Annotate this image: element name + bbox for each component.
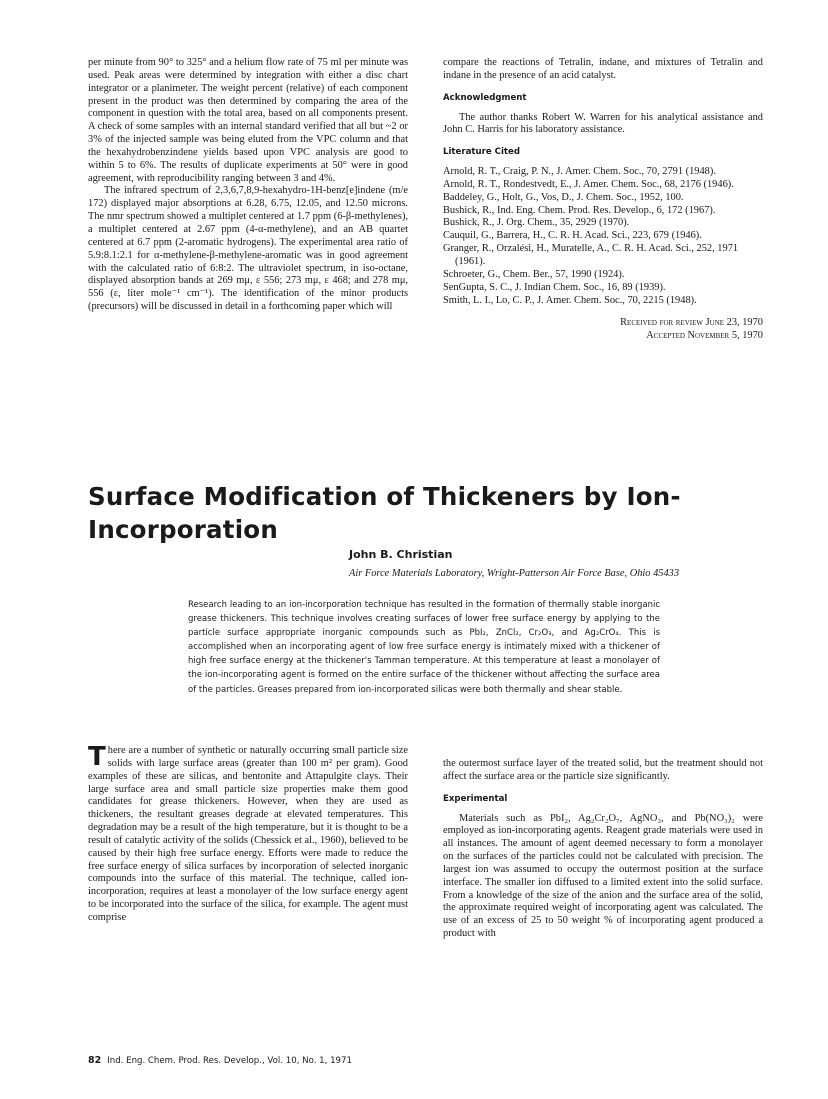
drop-cap: T xyxy=(88,742,106,772)
paragraph: compare the reactions of Tetralin, indane, and mixtures of Tetralin and indane in the presence of an acid catalyst. xyxy=(443,57,763,81)
dates-block xyxy=(443,317,763,342)
article-title: Surface Modification of Thickeners by Ion-Incorporation xyxy=(88,482,681,544)
reference-item: Baddeley, G., Holt, G., Vos, D., J. Chem. Soc., 1952, 100. xyxy=(443,191,684,203)
received-date: Received for review June 23, 1970 xyxy=(620,317,763,329)
reference-item: Bushick, R., J. Org. Chem., 35, 2929 (1970). xyxy=(443,217,630,229)
paragraph: the outermost surface layer of the treated solid, but the treatment should not affect the surface area or the particle size significantly. xyxy=(443,758,763,782)
top-right-column xyxy=(443,57,763,342)
top-left-column xyxy=(88,57,408,314)
reference-item: Arnold, R. T., Craig, P. N., J. Amer. Chem. Soc., 70, 2791 (1948). xyxy=(443,166,716,178)
body-right-column xyxy=(443,758,763,941)
accepted-date: Accepted November 5, 1970 xyxy=(646,329,763,341)
page-footer xyxy=(88,1055,352,1066)
reference-item: Schroeter, G., Chem. Ber., 57, 1990 (1924). xyxy=(443,268,625,280)
experimental-text: Materials such as PbI₂, Ag₂Cr₂O₇, AgNO₃, and Pb(NO₃)₂ were employed as ion-incorporating agents. Reagent grade materials were used in all instances. The amount of agent deemed necessary to form a monolayer on the surfaces of the particles could not be calculated with precision. The largest ion was assumed to occupy the outermost position at the surface interface. The smaller ion diffused to a limited extent into the solid surface. From a knowledge of the size of the anion and the surface area of the solid, the approximate required weight of incorporating agent was calculated. The use of an excess of 25 to 50 weight % of incorporating agent produced a product with xyxy=(443,812,763,940)
abstract: Research leading to an ion-incorporation technique has resulted in the formation of thermally stable inorganic grease thickeners. This technique involves creating surfaces of lower free surface energy by applying to the particle surface appropriate inorganic compounds such as PbI₂, ZnCl₂, Cr₂O₃, and Ag₂CrO₄. This is accomplished when an incorporating agent of low free surface energy is intimately mixed with a thickener of high free surface energy at the thickener's Tamman temperature. At this temperature at least a monolayer of the ion-incorporating agent is formed on the entire surface of the thickener without affecting the surface area of the particles. Greases prepared from ion-incorporated silicas were both thermally and shear stable. xyxy=(188,600,660,695)
experimental-heading: Experimental xyxy=(443,793,508,804)
reference-item: Bushick, R., Ind. Eng. Chem. Prod. Res. Develop., 6, 172 (1967). xyxy=(443,204,716,216)
reference-list xyxy=(443,166,763,307)
literature-heading: Literature Cited xyxy=(443,147,521,158)
reference-item: Smith, L. I., Lo, C. P., J. Amer. Chem. Soc., 70, 2215 (1948). xyxy=(443,294,697,306)
acknowledgment-heading: Acknowledgment xyxy=(443,92,527,103)
body-left-column xyxy=(88,742,408,925)
reference-item: Arnold, R. T., Rondestvedt, E., J. Amer. Chem. Soc., 68, 2176 (1946). xyxy=(443,178,734,190)
paragraph: per minute from 90° to 325° and a helium flow rate of 75 ml per minute was used. Peak areas were determined by integration with either a disc chart integrator or a planimeter. The weight percent (relative) of each component present in the product was then determined by comparing the area of the component in question with the total area, based on all components present. A check of some samples with an internal standard verified that all but ~2 or 3% of the injected sample was being eluted from the VPC column and that the hexahydrobenzindene yields based upon VPC analysis are good to within 5 to 6%. The results of duplicate experiments at 50° were in good agreement, with reproducibility ranging between 3 and 4%. xyxy=(88,57,408,184)
reference-item: Granger, R., Orzalési, H., Muratelle, A., C. R. H. Acad. Sci., 252, 1971 (1961). xyxy=(443,243,739,267)
paragraph: The infrared spectrum of 2,3,6,7,8,9-hexahydro-1H-benz[e]indene (m/e 172) displayed major absorptions at 6.28, 6.75, 12.05, and 12.50 microns. The nmr spectrum showed a multiplet centered at 1.7 ppm (6-β-methylenes), a multiplet centered at 2.67 ppm (4-α-methylene), and an AB quartet centered at 6.7 ppm (2-aromatic hydrogens). The experimental area ratio of 5.9:8.1:2.1 for α-methylene-β-methylene-aromatic was in good agreement with the calculated ratio of 6:8:2. The ultraviolet spectrum, in iso-octane, displayed absorption bands at 269 mμ, ε 556; 273 mμ, ε 468; and 278 mμ, 556 (ε, liter mole⁻¹ cm⁻¹). The identification of the minor products (precursors) will be discussed in detail in a forthcoming paper which will xyxy=(88,185,408,313)
acknowledgment-text: The author thanks Robert W. Warren for his analytical assistance and John C. Harris for his laboratory assistance. xyxy=(443,111,763,136)
page-number: 82 xyxy=(88,1055,102,1066)
intro-text: here are a number of synthetic or naturally occurring small particle size solids with large surface areas (greater than 100 m² per gram). Good examples of these are silicas, and bentonite and Attapulgite clays. Their large surface area and small particle size properties make them good candidates for grease thickeners. However, when they are used as thickeners, the resultant greases degrade at elevated temperatures. This degradation may be a result of the high temperature, but it is thought to be a result of catalytic activity of the solids (Chessick et al., 1960), believed to be caused by their high free surface energy. Efforts were made to reduce the free surface energy of silica surfaces by incorporation of selected inorganic compounds into the surface of this material. The technique, called ion-incorporation, requires at least a monolayer of the low surface energy agent to be incorporated into the surface of the silica, for example. The agent must comprise xyxy=(88,745,408,923)
author-affiliation: Air Force Materials Laboratory, Wright-Patterson Air Force Base, Ohio 45433 xyxy=(349,568,680,579)
author-name: John B. Christian xyxy=(349,548,453,561)
reference-item: SenGupta, S. C., J. Indian Chem. Soc., 16, 89 (1939). xyxy=(443,281,666,293)
reference-item: Cauquil, G., Barrera, H., C. R. H. Acad. Sci., 223, 679 (1946). xyxy=(443,230,702,242)
journal-citation: Ind. Eng. Chem. Prod. Res. Develop., Vol. 10, No. 1, 1971 xyxy=(107,1056,352,1066)
